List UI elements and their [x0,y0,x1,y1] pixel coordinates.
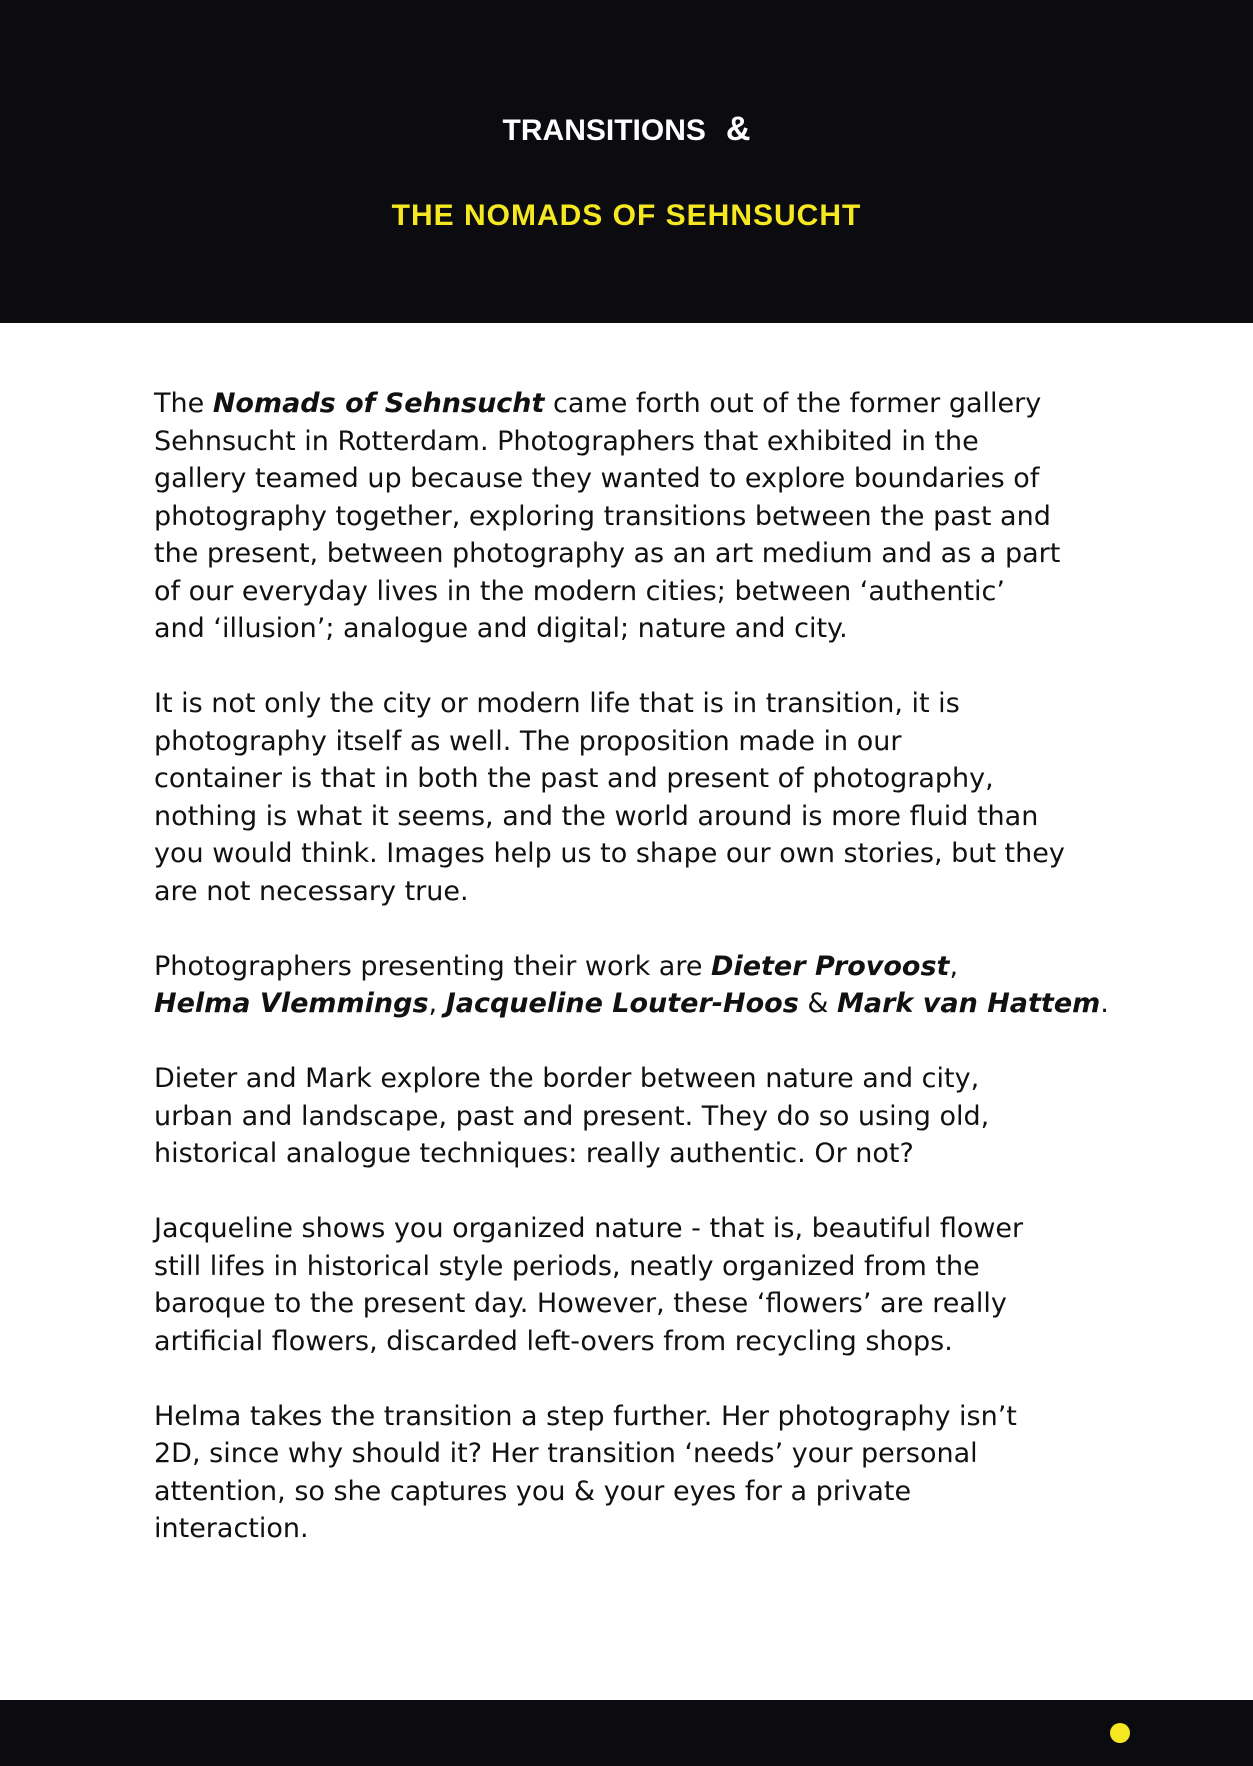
text-line: you would think. Images help us to shape our own stories, but they [154,838,1065,869]
text-line [154,385,1114,423]
photographer-name: Mark van Hattem [837,988,1101,1019]
text-line: the present, between photography as an art medium and as a part [154,538,1061,569]
text-run: . [1100,988,1109,1019]
text-line: gallery teamed up because they wanted to explore boundaries of [154,463,1040,494]
photographer-name: Dieter Provoost [711,950,950,982]
text-line: Jacqueline shows you organized nature - that is, beautiful flower [154,1213,1024,1244]
title-subtitle: THE NOMADS OF SEHNSUCHT [391,199,862,232]
title-ampersand: & [725,110,751,148]
text-line: nothing is what it seems, and the world around is more fluid than [154,800,1039,832]
emphasis-name: Nomads of Sehnsucht [212,388,545,419]
text-line: Sehnsucht in Rotterdam. Photographers that exhibited in the [154,425,979,457]
text-line: are not necessary true. [154,875,469,907]
text-line: It is not only the city or modern life that is in transition, it is [154,688,960,719]
paragraph-3 [154,948,1114,1023]
text-line: 2D, since why should it? Her transition ‘needs’ your personal [154,1438,978,1469]
text-line: artificial flowers, discarded left-overs from recycling shops. [154,1325,953,1357]
article-body [154,385,1114,1585]
title-main [0,84,1253,176]
text-line [154,985,1114,1023]
text-line: baroque to the present day. However, these ‘flowers’ are really [154,1288,1007,1319]
text-line: photography together, exploring transitions between the past and [154,500,1051,532]
photographer-name: Jacqueline Louter-Hoos [445,988,799,1019]
text-run: came forth out of the former gallery [544,388,1042,419]
paragraph-5 [154,1210,1114,1360]
title-transitions: TRANSITIONS [502,114,706,147]
paragraph-6 [154,1398,1114,1548]
text-line: and ‘illusion’; analogue and digital; nature and city. [154,613,848,644]
paragraph-1 [154,385,1114,648]
text-line: historical analogue techniques: really authentic. Or not? [154,1138,914,1169]
footer-band [0,1700,1253,1766]
text-line: of our everyday lives in the modern cities; between ‘authentic’ [154,575,1005,607]
text-line: still lifes in historical style periods, neatly organized from the [154,1250,980,1282]
text-line: Dieter and Mark explore the border between nature and city, [154,1063,980,1094]
photographer-name: Helma Vlemmings [154,988,429,1019]
text-run: , [949,950,959,982]
text-line: Helma takes the transition a step further. Her photography isn’t [154,1400,1017,1432]
text-run: & [798,988,837,1019]
text-run: The [154,388,213,419]
text-line: urban and landscape, past and present. They do so using old, [154,1100,990,1132]
text-line: container is that in both the past and present of photography, [154,763,994,794]
paragraph-2 [154,685,1114,910]
text-line [154,948,1114,986]
text-line: attention, so she captures you & your eyes for a private [154,1475,912,1507]
text-run: , [428,988,446,1019]
text-run: Photographers presenting their work are [154,950,712,982]
text-line: photography itself as well. The proposition made in our [154,725,902,757]
text-line: interaction. [154,1513,309,1544]
paragraph-4 [154,1060,1114,1173]
yellow-dot-icon [1110,1723,1130,1743]
header-band [0,0,1253,323]
